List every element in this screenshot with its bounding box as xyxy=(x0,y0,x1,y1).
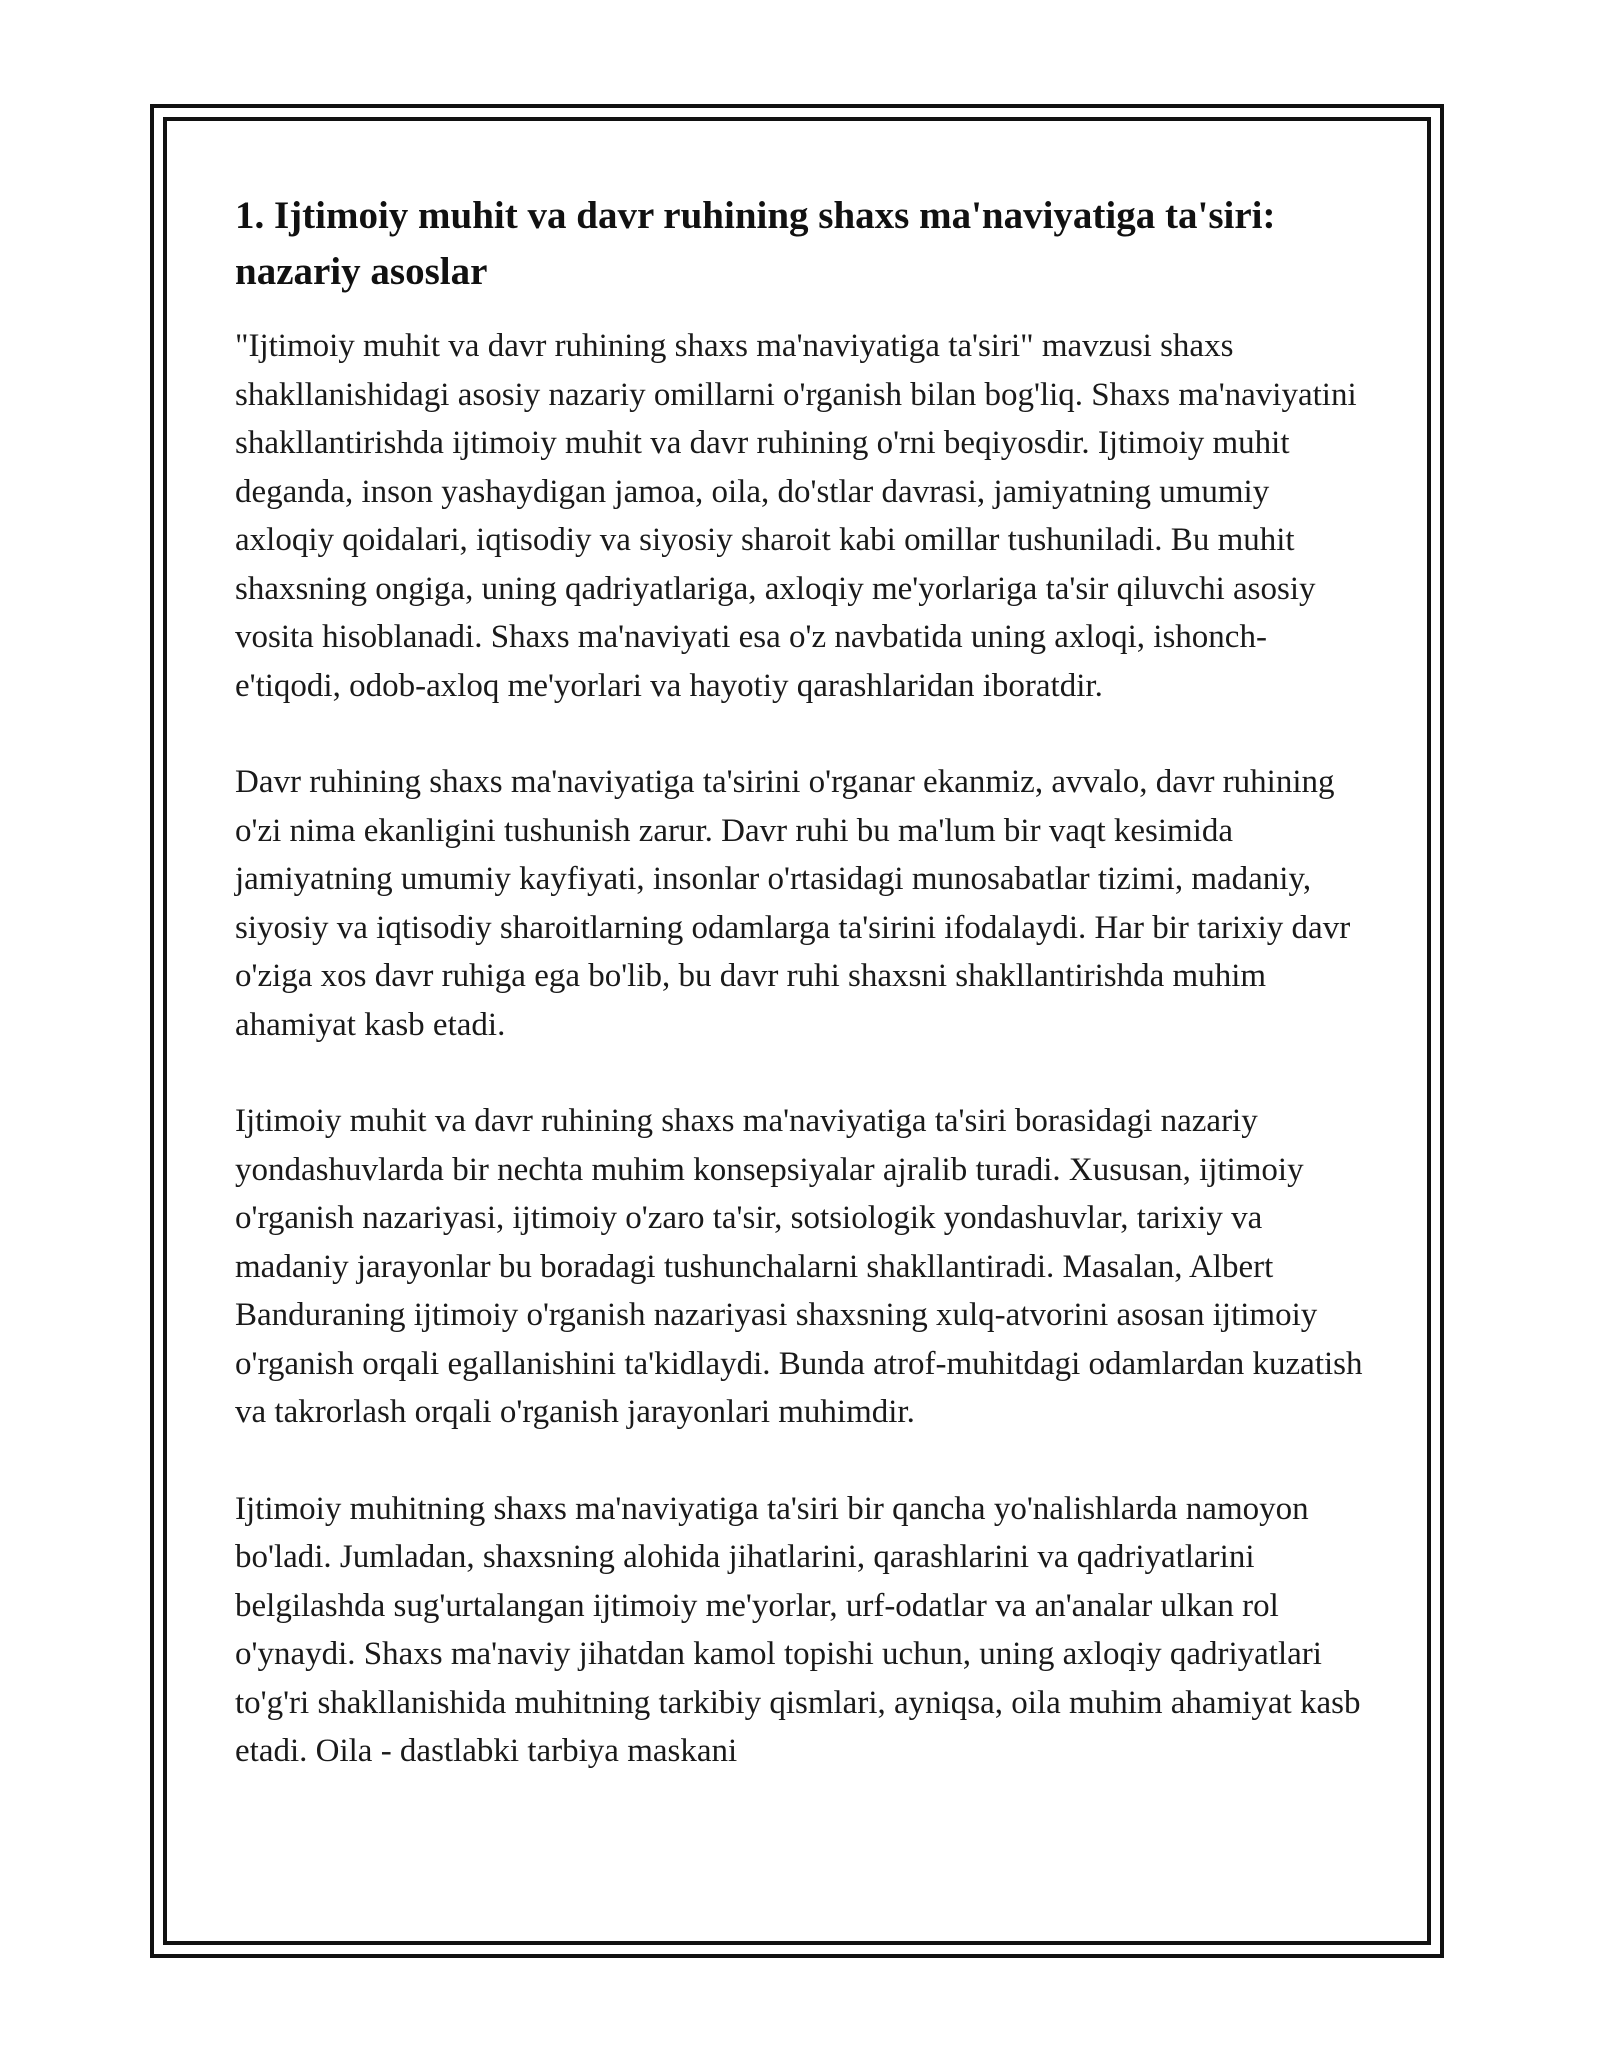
paragraph-4: Ijtimoiy muhitning shaxs ma'naviyatiga ta'siri bir qancha yo'nalishlarda namoyon bo'ladi. Jumladan, shaxsning alohida jihatlarini, qarashlarini va qadriyatlarini belgilashda sug'urtalangan ijtimoiy me'yorlar, urf-odatlar va an'analar ulkan rol o'ynaydi. Shaxs ma'naviy jihatdan kamol topishi uchun, uning axloqiy qadriyatlari to'g'ri shakllanishida muhitning tarkibiy qismlari, ayniqsa, oila muhim ahamiyat kasb etadi. Oila - dastlabki tarbiya maskani xyxy=(235,1490,1361,1769)
section-heading: 1. Ijtimoiy muhit va davr ruhining shaxs ma'naviyatiga ta'siri: nazariy asoslar xyxy=(235,194,1276,293)
paragraph-3: Ijtimoiy muhit va davr ruhining shaxs ma'naviyatiga ta'siri borasidagi nazariy yondashuvlarda bir nechta muhim konsepsiyalar ajralib turadi. Xususan, ijtimoiy o'rganish nazariyasi, ijtimoiy o'zaro ta'sir, sotsiologik yondashuvlar, tarixiy va madaniy jarayonlar bu boradagi tushunchalarni shakllantiradi. Masalan, Albert Banduraning ijtimoiy o'rganish nazariyasi shaxsning xulq-atvorini asosan ijtimoiy o'rganish orqali egallanishini ta'kidlaydi. Bunda atrof-muhitdagi odamlardan kuzatish va takrorlash orqali o'rganish jarayonlari muhimdir. xyxy=(235,1103,1363,1430)
paragraph-1: "Ijtimoiy muhit va davr ruhining shaxs ma'naviyatiga ta'siri" mavzusi shaxs shakllanishidagi asosiy nazariy omillarni o'rganish bilan bog'liq. Shaxs ma'naviyatini shakllantirishda ijtimoiy muhit va davr ruhining o'rni beqiyosdir. Ijtimoiy muhit deganda, inson yashaydigan jamoa, oila, do'stlar davrasi, jamiyatning umumiy axloqiy qoidalari, iqtisodiy va siyosiy sharoit kabi omillar tushuniladi. Bu muhit shaxsning ongiga, uning qadriyatlariga, axloqiy me'yorlariga ta'sir qiluvchi asosiy vosita hisoblanadi. Shaxs ma'naviyati esa o'z navbatida uning axloqi, ishonch-e'tiqodi, odob-axloq me'yorlari va hayotiy qarashlaridan iboratdir. xyxy=(235,328,1357,704)
document-body xyxy=(235,188,1365,1824)
paragraph-2: Davr ruhining shaxs ma'naviyatiga ta'sirini o'rganar ekanmiz, avvalo, davr ruhining o'zi nima ekanligini tushunish zarur. Davr ruhi bu ma'lum bir vaqt kesimida jamiyatning umumiy kayfiyati, insonlar o'rtasidagi munosabatlar tizimi, madaniy, siyosiy va iqtisodiy sharoitlarning odamlarga ta'sirini ifodalaydi. Har bir tarixiy davr o'ziga xos davr ruhiga ega bo'lib, bu davr ruhi shaxsni shakllantirishda muhim ahamiyat kasb etadi. xyxy=(235,764,1351,1043)
